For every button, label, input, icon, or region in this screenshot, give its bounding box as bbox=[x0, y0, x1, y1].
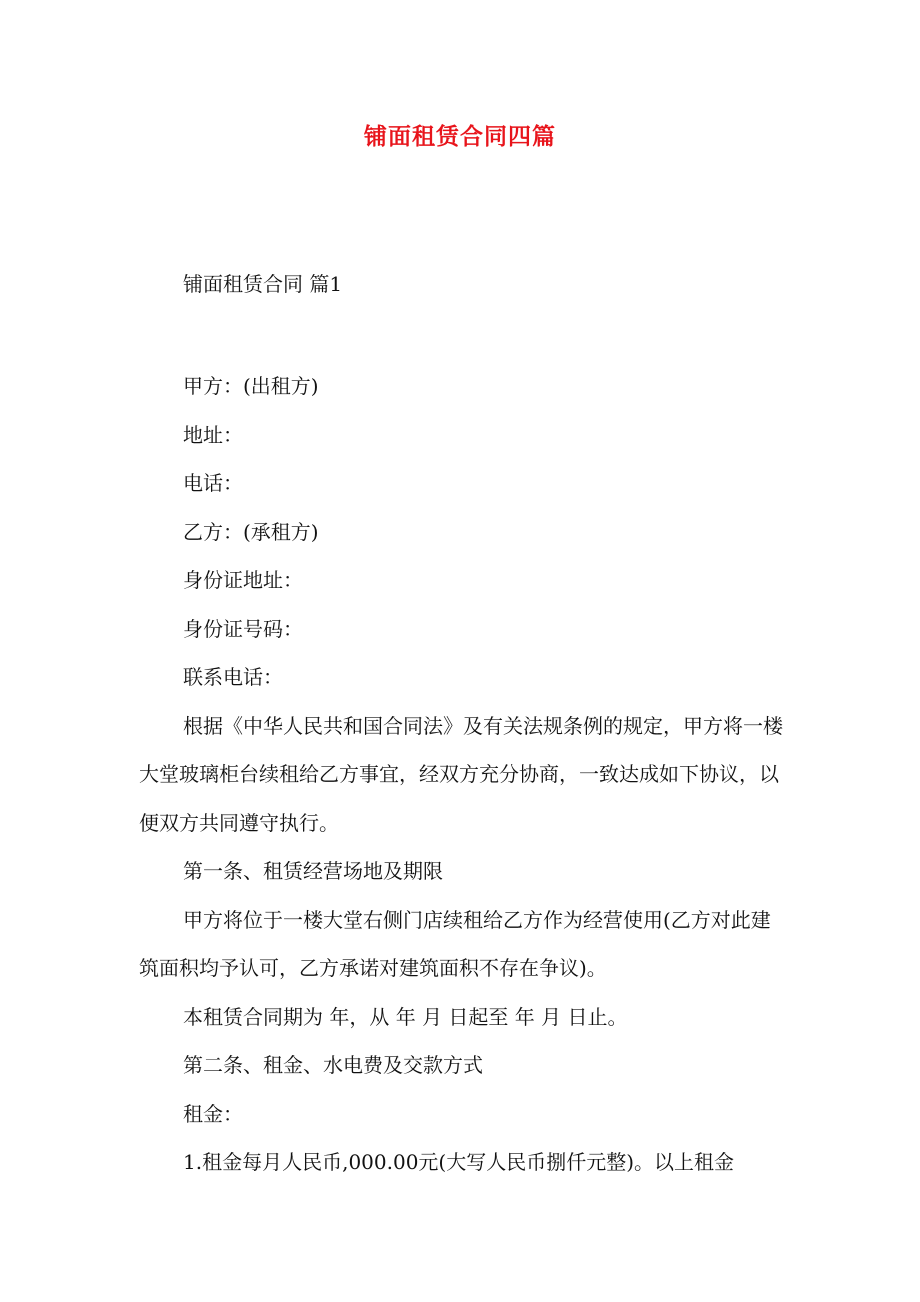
section-heading: 铺面租赁合同 篇1 bbox=[183, 272, 343, 296]
article1-heading: 第一条、租赁经营场地及期限 bbox=[183, 859, 443, 883]
term-paragraph: 本租赁合同期为 年，从 年 月 日起至 年 月 日止。 bbox=[183, 1004, 628, 1029]
phone-field: 电话： bbox=[183, 471, 243, 495]
address-field: 地址： bbox=[183, 422, 243, 447]
id-address-field: 身份证地址： bbox=[183, 568, 303, 592]
rent-item-1: 1.租金每月人民币,000.00元(大写人民币捌仟元整)。以上租金 bbox=[183, 1150, 735, 1174]
contract-body bbox=[139, 362, 785, 1187]
contact-phone-field: 联系电话： bbox=[183, 665, 283, 689]
intro-paragraph: 根据《中华人民共和国合同法》及有关法规条例的规定，甲方将一楼大堂玻璃柜台续租给乙方事宜，经双方充分协商，一致达成如下协议，以便双方共同遵守执行。 bbox=[139, 713, 783, 835]
party-a-field: 甲方：(出租方) bbox=[183, 374, 319, 398]
rent-label: 租金： bbox=[183, 1101, 243, 1126]
party-b-field: 乙方：(承租方) bbox=[183, 519, 319, 544]
article2-heading: 第二条、租金、水电费及交款方式 bbox=[183, 1053, 483, 1077]
article1-paragraph: 甲方将位于一楼大堂右侧门店续租给乙方作为经营使用(乙方对此建筑面积均予认可，乙方承诺对建筑面积不存在争议)。 bbox=[139, 907, 771, 980]
id-number-field: 身份证号码： bbox=[183, 616, 303, 641]
document-title: 铺面租赁合同四篇 bbox=[364, 123, 556, 150]
